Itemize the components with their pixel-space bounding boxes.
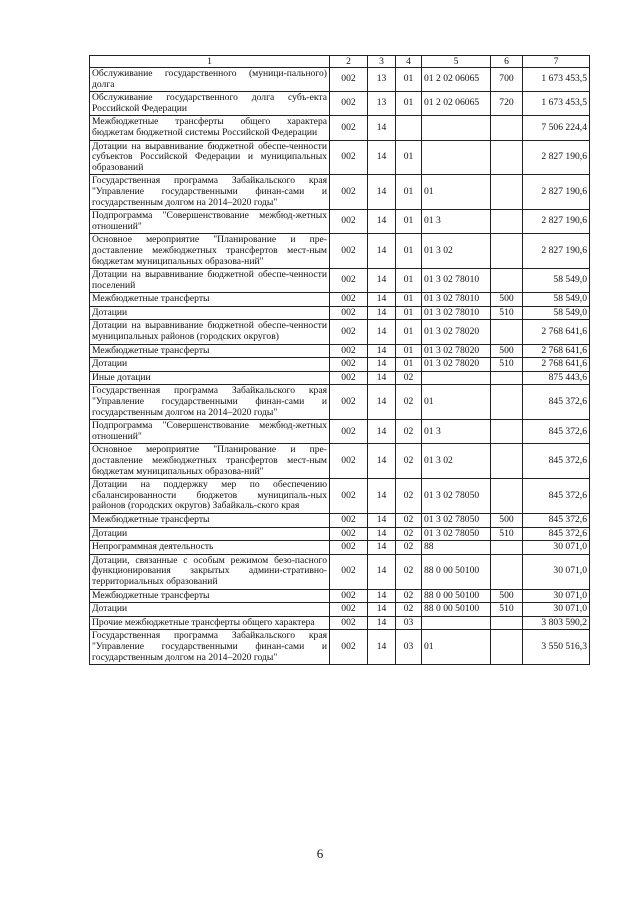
admin-code: 002 <box>330 344 368 358</box>
table-row <box>90 306 590 320</box>
subsection-code: 02 <box>396 589 422 603</box>
section-code: 14 <box>368 116 396 140</box>
admin-code: 002 <box>330 385 368 420</box>
expense-type-code: 510 <box>491 603 523 617</box>
table-row <box>90 140 590 175</box>
row-name: Иные дотации <box>90 371 330 385</box>
amount: 845 372,6 <box>523 479 590 514</box>
target-article-code: 01 3 02 78020 <box>422 358 491 372</box>
expense-type-code <box>491 616 523 630</box>
row-name: Межбюджетные трансферты общего характера бюджетам бюджетной системы Российской Федерации <box>90 116 330 140</box>
expense-type-code: 720 <box>491 92 523 116</box>
section-code: 14 <box>368 358 396 372</box>
target-article-code <box>422 616 491 630</box>
subsection-code: 02 <box>396 420 422 444</box>
section-code: 14 <box>368 420 396 444</box>
target-article-code: 01 3 <box>422 210 491 234</box>
row-name: Государственная программа Забайкальского края "Управление государственными финан-сами и государственным долгом на 2014–2020 годы" <box>90 630 330 665</box>
expense-type-code <box>491 554 523 589</box>
amount: 30 071,0 <box>523 554 590 589</box>
table-row <box>90 541 590 555</box>
target-article-code: 01 3 02 78010 <box>422 306 491 320</box>
admin-code: 002 <box>330 234 368 269</box>
table-row <box>90 371 590 385</box>
admin-code: 002 <box>330 140 368 175</box>
amount: 845 372,6 <box>523 527 590 541</box>
column-header: 1 <box>90 56 330 68</box>
target-article-code: 01 <box>422 385 491 420</box>
column-header: 2 <box>330 56 368 68</box>
subsection-code: 03 <box>396 616 422 630</box>
column-header: 6 <box>491 56 523 68</box>
subsection-code: 01 <box>396 293 422 307</box>
expense-type-code <box>491 116 523 140</box>
amount: 2 768 641,6 <box>523 320 590 344</box>
expense-type-code: 500 <box>491 293 523 307</box>
table-row <box>90 616 590 630</box>
table-row <box>90 527 590 541</box>
section-code: 14 <box>368 527 396 541</box>
subsection-code: 01 <box>396 210 422 234</box>
subsection-code: 02 <box>396 444 422 479</box>
section-code: 14 <box>368 630 396 665</box>
section-code: 14 <box>368 371 396 385</box>
amount: 2 768 641,6 <box>523 344 590 358</box>
table-row <box>90 269 590 293</box>
table-row <box>90 344 590 358</box>
subsection-code: 02 <box>396 554 422 589</box>
expense-type-code <box>491 479 523 514</box>
expense-type-code: 500 <box>491 344 523 358</box>
table-row <box>90 358 590 372</box>
admin-code: 002 <box>330 320 368 344</box>
row-name: Государственная программа Забайкальского края "Управление государственными финан-сами и государственным долгом на 2014–2020 годы" <box>90 385 330 420</box>
admin-code: 002 <box>330 175 368 210</box>
target-article-code: 01 3 02 78050 <box>422 513 491 527</box>
amount: 2 827 190,6 <box>523 210 590 234</box>
table-row <box>90 68 590 92</box>
section-code: 14 <box>368 234 396 269</box>
row-name: Дотации <box>90 527 330 541</box>
amount: 7 506 224,4 <box>523 116 590 140</box>
amount: 2 827 190,6 <box>523 175 590 210</box>
subsection-code: 02 <box>396 371 422 385</box>
expense-type-code: 700 <box>491 68 523 92</box>
section-code: 14 <box>368 616 396 630</box>
admin-code: 002 <box>330 358 368 372</box>
row-name: Дотации на выравнивание бюджетной обеспе-ченности муниципальных районов (городских округов) <box>90 320 330 344</box>
budget-table <box>89 55 590 665</box>
section-code: 14 <box>368 306 396 320</box>
admin-code: 002 <box>330 527 368 541</box>
amount: 30 071,0 <box>523 589 590 603</box>
subsection-code: 03 <box>396 630 422 665</box>
section-code: 13 <box>368 68 396 92</box>
row-name: Дотации на выравнивание бюджетной обеспе-ченности субъектов Российской Федерации и муниципальных образований <box>90 140 330 175</box>
row-name: Дотации <box>90 603 330 617</box>
row-name: Дотации <box>90 358 330 372</box>
amount: 845 372,6 <box>523 385 590 420</box>
expense-type-code <box>491 269 523 293</box>
target-article-code: 01 3 02 <box>422 234 491 269</box>
subsection-code: 01 <box>396 344 422 358</box>
admin-code: 002 <box>330 541 368 555</box>
target-article-code: 01 2 02 06065 <box>422 92 491 116</box>
target-article-code: 88 <box>422 541 491 555</box>
amount: 3 550 516,3 <box>523 630 590 665</box>
expense-type-code <box>491 210 523 234</box>
target-article-code: 01 3 02 78050 <box>422 479 491 514</box>
table-row <box>90 175 590 210</box>
row-name: Обслуживание государственного (муници-пального) долга <box>90 68 330 92</box>
table-row <box>90 210 590 234</box>
amount: 845 372,6 <box>523 513 590 527</box>
expense-type-code <box>491 385 523 420</box>
target-article-code <box>422 140 491 175</box>
row-name: Подпрограмма "Совершенствование межбюд-жетных отношений" <box>90 420 330 444</box>
admin-code: 002 <box>330 269 368 293</box>
table-row <box>90 444 590 479</box>
row-name: Межбюджетные трансферты <box>90 293 330 307</box>
section-code: 14 <box>368 385 396 420</box>
expense-type-code: 510 <box>491 358 523 372</box>
column-header: 4 <box>396 56 422 68</box>
table-row <box>90 234 590 269</box>
target-article-code: 01 2 02 06065 <box>422 68 491 92</box>
section-code: 14 <box>368 603 396 617</box>
row-name: Непрограммная деятельность <box>90 541 330 555</box>
admin-code: 002 <box>330 306 368 320</box>
row-name: Дотации на поддержку мер по обеспечению сбалансированности бюджетов муниципаль-ных районов (городских округов) Забайкаль-ского края <box>90 479 330 514</box>
amount: 2 827 190,6 <box>523 234 590 269</box>
subsection-code <box>396 116 422 140</box>
row-name: Основное мероприятие "Планирование и пре-доставление межбюджетных трансфертов мест-ным бюджетам муниципальных образова-ний" <box>90 234 330 269</box>
row-name: Государственная программа Забайкальского края "Управление государственными финан-сами и государственным долгом на 2014–2020 годы" <box>90 175 330 210</box>
section-code: 14 <box>368 444 396 479</box>
expense-type-code: 500 <box>491 513 523 527</box>
target-article-code: 01 3 02 <box>422 444 491 479</box>
target-article-code: 01 3 02 78020 <box>422 320 491 344</box>
table-row <box>90 420 590 444</box>
page-number: 6 <box>316 846 324 861</box>
section-code: 14 <box>368 269 396 293</box>
column-header: 3 <box>368 56 396 68</box>
section-code: 14 <box>368 344 396 358</box>
expense-type-code: 510 <box>491 527 523 541</box>
section-code: 14 <box>368 293 396 307</box>
table-row <box>90 589 590 603</box>
row-name: Основное мероприятие "Планирование и пре-доставление межбюджетных трансфертов мест-ным бюджетам муниципальных образова-ний" <box>90 444 330 479</box>
column-header: 5 <box>422 56 491 68</box>
section-code: 14 <box>368 210 396 234</box>
subsection-code: 01 <box>396 320 422 344</box>
amount: 2 827 190,6 <box>523 140 590 175</box>
row-name: Дотации, связанные с особым режимом безо-пасного функционирования закрытых админи-стративно-территориальных образований <box>90 554 330 589</box>
section-code: 13 <box>368 92 396 116</box>
expense-type-code <box>491 175 523 210</box>
target-article-code: 01 <box>422 630 491 665</box>
target-article-code: 88 0 00 50100 <box>422 589 491 603</box>
section-code: 14 <box>368 513 396 527</box>
table-row <box>90 92 590 116</box>
amount: 875 443,6 <box>523 371 590 385</box>
table-header-row <box>90 56 590 68</box>
expense-type-code <box>491 140 523 175</box>
amount: 1 673 453,5 <box>523 68 590 92</box>
subsection-code: 02 <box>396 513 422 527</box>
target-article-code <box>422 371 491 385</box>
expense-type-code <box>491 630 523 665</box>
expense-type-code <box>491 444 523 479</box>
table-row <box>90 554 590 589</box>
subsection-code: 02 <box>396 479 422 514</box>
row-name: Прочие межбюджетные трансферты общего характера <box>90 616 330 630</box>
column-header: 7 <box>523 56 590 68</box>
amount: 2 768 641,6 <box>523 358 590 372</box>
admin-code: 002 <box>330 603 368 617</box>
admin-code: 002 <box>330 554 368 589</box>
expense-type-code <box>491 420 523 444</box>
table-row <box>90 385 590 420</box>
target-article-code: 01 3 02 78010 <box>422 269 491 293</box>
admin-code: 002 <box>330 616 368 630</box>
admin-code: 002 <box>330 444 368 479</box>
row-name: Межбюджетные трансферты <box>90 344 330 358</box>
target-article-code: 01 3 02 78010 <box>422 293 491 307</box>
table-row <box>90 116 590 140</box>
row-name: Дотации <box>90 306 330 320</box>
admin-code: 002 <box>330 293 368 307</box>
section-code: 14 <box>368 554 396 589</box>
subsection-code: 01 <box>396 358 422 372</box>
amount: 845 372,6 <box>523 444 590 479</box>
target-article-code: 01 3 <box>422 420 491 444</box>
subsection-code: 01 <box>396 234 422 269</box>
subsection-code: 01 <box>396 269 422 293</box>
table-row <box>90 630 590 665</box>
table-row <box>90 513 590 527</box>
admin-code: 002 <box>330 630 368 665</box>
target-article-code <box>422 116 491 140</box>
amount: 58 549,0 <box>523 293 590 307</box>
amount: 3 803 590,2 <box>523 616 590 630</box>
subsection-code: 02 <box>396 603 422 617</box>
amount: 1 673 453,5 <box>523 92 590 116</box>
admin-code: 002 <box>330 371 368 385</box>
expense-type-code <box>491 541 523 555</box>
section-code: 14 <box>368 541 396 555</box>
subsection-code: 02 <box>396 385 422 420</box>
expense-type-code <box>491 371 523 385</box>
subsection-code: 01 <box>396 140 422 175</box>
row-name: Подпрограмма "Совершенствование межбюд-жетных отношений" <box>90 210 330 234</box>
admin-code: 002 <box>330 116 368 140</box>
admin-code: 002 <box>330 589 368 603</box>
section-code: 14 <box>368 479 396 514</box>
subsection-code: 01 <box>396 68 422 92</box>
subsection-code: 01 <box>396 306 422 320</box>
expense-type-code: 500 <box>491 589 523 603</box>
admin-code: 002 <box>330 92 368 116</box>
target-article-code: 01 3 02 78020 <box>422 344 491 358</box>
admin-code: 002 <box>330 68 368 92</box>
subsection-code: 01 <box>396 92 422 116</box>
table-row <box>90 479 590 514</box>
section-code: 14 <box>368 175 396 210</box>
subsection-code: 02 <box>396 527 422 541</box>
subsection-code: 02 <box>396 541 422 555</box>
amount: 58 549,0 <box>523 306 590 320</box>
row-name: Дотации на выравнивание бюджетной обеспе-ченности поселений <box>90 269 330 293</box>
table-row <box>90 603 590 617</box>
target-article-code: 01 3 02 78050 <box>422 527 491 541</box>
amount: 845 372,6 <box>523 420 590 444</box>
table-row <box>90 320 590 344</box>
admin-code: 002 <box>330 513 368 527</box>
target-article-code: 88 0 00 50100 <box>422 603 491 617</box>
expense-type-code <box>491 234 523 269</box>
amount: 30 071,0 <box>523 603 590 617</box>
admin-code: 002 <box>330 479 368 514</box>
row-name: Межбюджетные трансферты <box>90 589 330 603</box>
row-name: Межбюджетные трансферты <box>90 513 330 527</box>
section-code: 14 <box>368 140 396 175</box>
amount: 30 071,0 <box>523 541 590 555</box>
section-code: 14 <box>368 589 396 603</box>
target-article-code: 88 0 00 50100 <box>422 554 491 589</box>
admin-code: 002 <box>330 420 368 444</box>
target-article-code: 01 <box>422 175 491 210</box>
subsection-code: 01 <box>396 175 422 210</box>
expense-type-code: 510 <box>491 306 523 320</box>
section-code: 14 <box>368 320 396 344</box>
amount: 58 549,0 <box>523 269 590 293</box>
expense-type-code <box>491 320 523 344</box>
admin-code: 002 <box>330 210 368 234</box>
row-name: Обслуживание государственного долга субъ-екта Российской Федерации <box>90 92 330 116</box>
table-row <box>90 293 590 307</box>
